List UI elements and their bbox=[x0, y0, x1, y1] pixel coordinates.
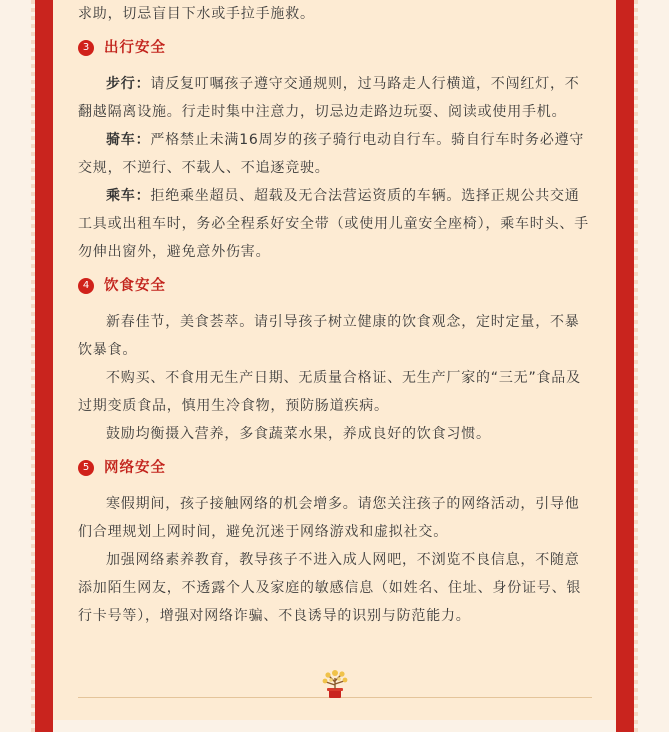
paragraph-text: 严格禁止未满16周岁的孩子骑行电动自行车。骑自行车时务必遵守交规，不逆行、不载人、不追逐竞驶。 bbox=[78, 132, 585, 176]
paragraph-text: 鼓励均衡摄入营养，多食蔬菜水果，养成良好的饮食习惯。 bbox=[106, 426, 491, 442]
money-tree-icon bbox=[318, 668, 352, 700]
paragraph-text: 不购买、不食用无生产日期、无质量合格证、无生产厂家的“三无”食品及过期变质食品，慎用生冷食物，预防肠道疾病。 bbox=[78, 370, 581, 414]
paragraph-label: 乘车： bbox=[106, 188, 151, 204]
paragraph-text: 新春佳节，美食荟萃。请引导孩子树立健康的饮食观念，定时定量，不暴饮暴食。 bbox=[78, 314, 580, 358]
section-heading-network bbox=[78, 454, 592, 482]
section-number-badge: 5 bbox=[78, 460, 94, 476]
article-body bbox=[78, 0, 592, 630]
paragraph-walking bbox=[78, 70, 592, 126]
section-heading-travel bbox=[78, 34, 592, 62]
paragraph-label: 步行： bbox=[106, 76, 151, 92]
section-title: 饮食安全 bbox=[104, 278, 166, 294]
section-title: 网络安全 bbox=[104, 460, 166, 476]
section-number-badge: 4 bbox=[78, 278, 94, 294]
paragraph-riding bbox=[78, 182, 592, 266]
section-heading-food bbox=[78, 272, 592, 300]
right-frame-border bbox=[616, 0, 634, 732]
paragraph-cycling bbox=[78, 126, 592, 182]
paragraph-text: 加强网络素养教育，教导孩子不进入成人网吧，不浏览不良信息，不随意添加陌生网友，不透露个人及家庭的敏感信息（如姓名、住址、身份证号、银行卡号等），增强对网络诈骗、不良诱导的识别与防范能力。 bbox=[78, 552, 582, 624]
section-title: 出行安全 bbox=[104, 40, 166, 56]
paragraph-text: 寒假期间，孩子接触网络的机会增多。请您关注孩子的网络活动，引导他们合理规划上网时间，避免沉迷于网络游戏和虚拟社交。 bbox=[78, 496, 580, 540]
paragraph-text: 拒绝乘坐超员、超载及无合法营运资质的车辆。选择正规公共交通工具或出租车时，务必全程系好安全带（或使用儿童安全座椅），乘车时头、手勿伸出窗外，避免意外伤害。 bbox=[78, 188, 589, 260]
paragraph-label: 骑车： bbox=[106, 132, 151, 148]
section-number-badge: 3 bbox=[78, 40, 94, 56]
left-frame-border bbox=[35, 0, 53, 732]
paragraph-text: 请反复叮嘱孩子遵守交通规则，过马路走人行横道，不闯红灯，不翻越隔离设施。行走时集中注意力，切忌边走路边玩耍、阅读或使用手机。 bbox=[78, 76, 580, 120]
intro-tail-text: 求助，切忌盲目下水或手拉手施救。 bbox=[78, 6, 315, 22]
